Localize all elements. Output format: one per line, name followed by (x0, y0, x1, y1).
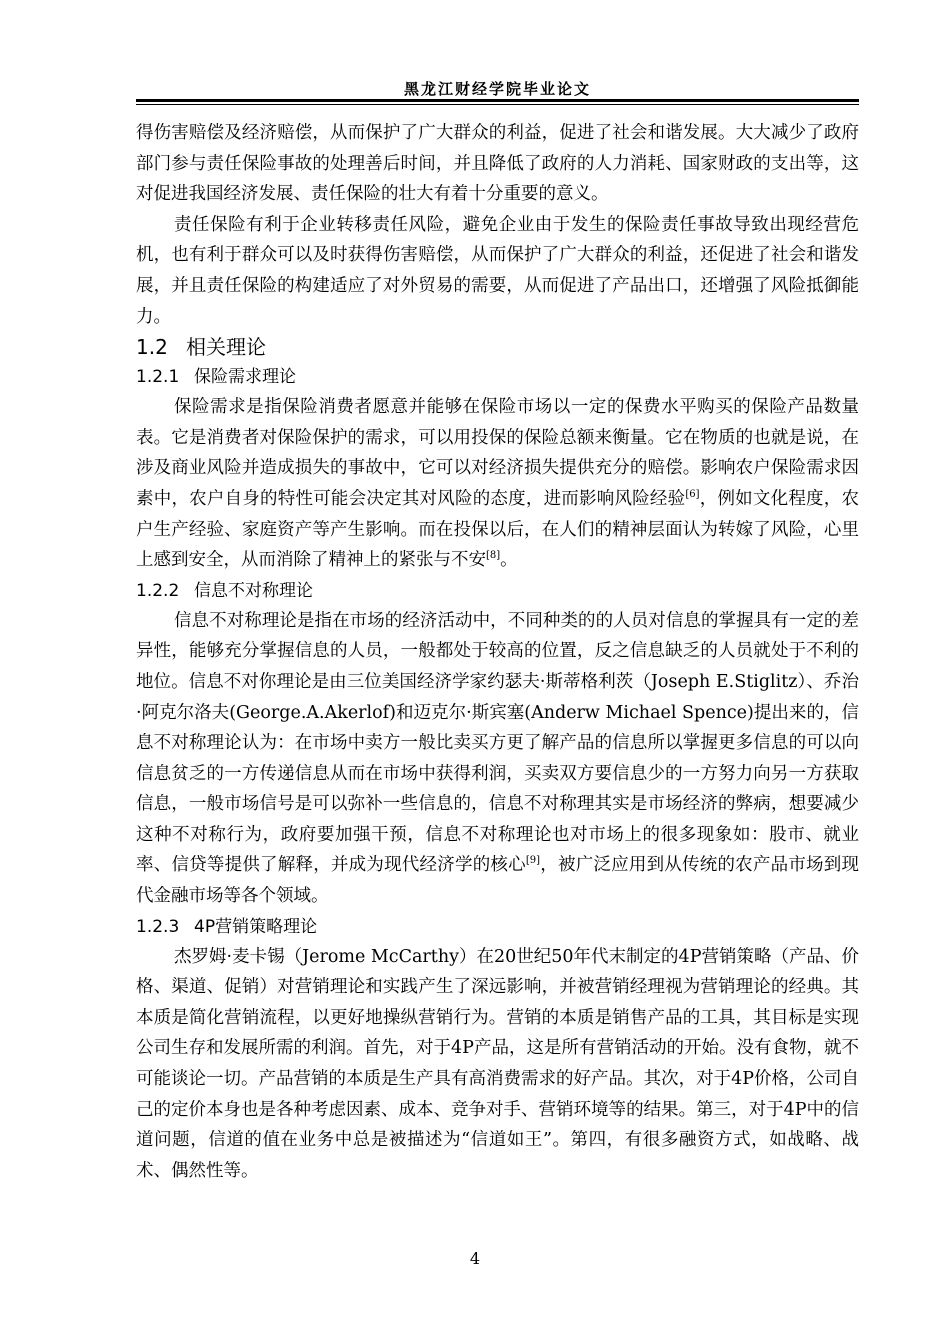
page-number: 4 (469, 1249, 481, 1268)
text-run: 信息不对称理论是指在市场的经济活动中，不同种类的的人员对信息的掌握具有一定的差异性，能够充分掌握信息的人员，一般都处于较高的位置，反之信息缺乏的人员就处于不利的地位。信息不对你理论是由三位美国经济学家约瑟夫·斯蒂格利茨（Joseph E.Stiglitz）、乔治·阿克尔洛夫(George.A.Akerlof)和迈克尔·斯宾塞(Anderw Michael Spence)提出来的，信息不对称理论认为：在市场中卖方一般比卖买方更了解产品的信息所以掌握更多信息的可以向信息贫乏的一方传递信息从而在市场中获得利润，买卖双方要信息少的一方努力向另一方获取信息，一般市场信号是可以弥补一些信息的，信息不对称理其实是市场经济的弊病，想要减少这种不对称行为，政府要加强干预，信息不对称理论也对市场上的很多现象如：股市、就业率、信贷等提供了解释，并成为现代经济学的核心 (136, 610, 859, 876)
subsection-title: 保险需求理论 (194, 367, 296, 388)
running-header: 黑龙江财经学院毕业论文 (403, 80, 591, 98)
section-title: 相关理论 (186, 335, 266, 360)
text-run: 。 (500, 550, 518, 571)
section-number: 1.2 (136, 335, 168, 360)
citation: [6] (685, 489, 700, 501)
paragraph-continued: 得伤害赔偿及经济赔偿，从而保护了广大群众的利益，促进了社会和谐发展。大大减少了政府部门参与责任保险事故的处理善后时间，并且降低了政府的人力消耗、国家财政的支出等，这对促进我国经济发展、责任保险的壮大有着十分重要的意义。 (136, 123, 859, 205)
text-run: 保险需求是指保险消费者愿意并能够在保险市场以一定的保费水平购买的保险产品数量表。它是消费者对保险保护的需求，可以用投保的保险总额来衡量。它在物质的也就是说，在涉及商业风险并造成损失的事故中，它可以对经济损失提供充分的赔偿。影响农户保险需求因素中，农户自身的特性可能会决定其对风险的态度，进而影响风险经验 (136, 397, 859, 509)
subsection-number: 1.2.1 (136, 367, 180, 388)
header-rule-thick (136, 99, 859, 102)
paragraph-information-asymmetry (136, 606, 859, 912)
header-rule-thin (136, 104, 859, 105)
subsection-title: 4P营销策略理论 (194, 916, 318, 937)
body-text (136, 118, 859, 1186)
paragraph-4p-marketing: 杰罗姆·麦卡锡（Jerome McCarthy）在20世纪50年代末制定的4P营销策略（产品、价格、渠道、促销）对营销理论和实践产生了深远影响，并被营销经理视为营销理论的经典。其本质是简化营销流程，以更好地操纵营销行为。营销的本质是销售产品的工具，其目标是实现公司生存和发展所需的利润。首先，对于4P产品，这是所有营销活动的开始。没有食物，就不可能谈论一切。产品营销的本质是生产具有高消费需求的好产品。其次，对于4P价格，公司自己的定价本身也是各种考虑因素、成本、竞争对手、营销环境等的结果。第三，对于4P中的信道问题，信道的值在业务中总是被描述为“信道如王”。第四，有很多融资方式，如战略、战术、偶然性等。 (136, 946, 859, 1181)
subsection-title: 信息不对称理论 (194, 580, 313, 601)
citation: [8] (486, 550, 501, 562)
subsection-heading-1-2-1 (136, 362, 859, 392)
subsection-number: 1.2.2 (136, 580, 180, 601)
paragraph-insurance-demand (136, 392, 859, 576)
paragraph-liability-insurance: 责任保险有利于企业转移责任风险，避免企业由于发生的保险责任事故导致出现经营危机，也有利于群众可以及时获得伤害赔偿，从而保护了广大群众的利益，还促进了社会和谐发展，并且责任保险的构建适应了对外贸易的需要，从而促进了产品出口，还增强了风险抵御能力。 (136, 214, 859, 327)
subsection-heading-1-2-3 (136, 912, 859, 942)
citation: [9] (525, 855, 541, 867)
section-heading-1-2 (136, 332, 859, 362)
subsection-number: 1.2.3 (136, 916, 180, 937)
text-run: ，被广泛应用到从传统的农产品市场到现代金融市场等各个领域。 (136, 855, 860, 907)
text-run: ，例如文化程度，农户生产经验、家庭资产等产生影响。而在投保以后，在人们的精神层面认为转嫁了风险，心里上感到安全，从而消除了精神上的紧张与不安 (136, 488, 860, 571)
subsection-heading-1-2-2 (136, 576, 859, 606)
